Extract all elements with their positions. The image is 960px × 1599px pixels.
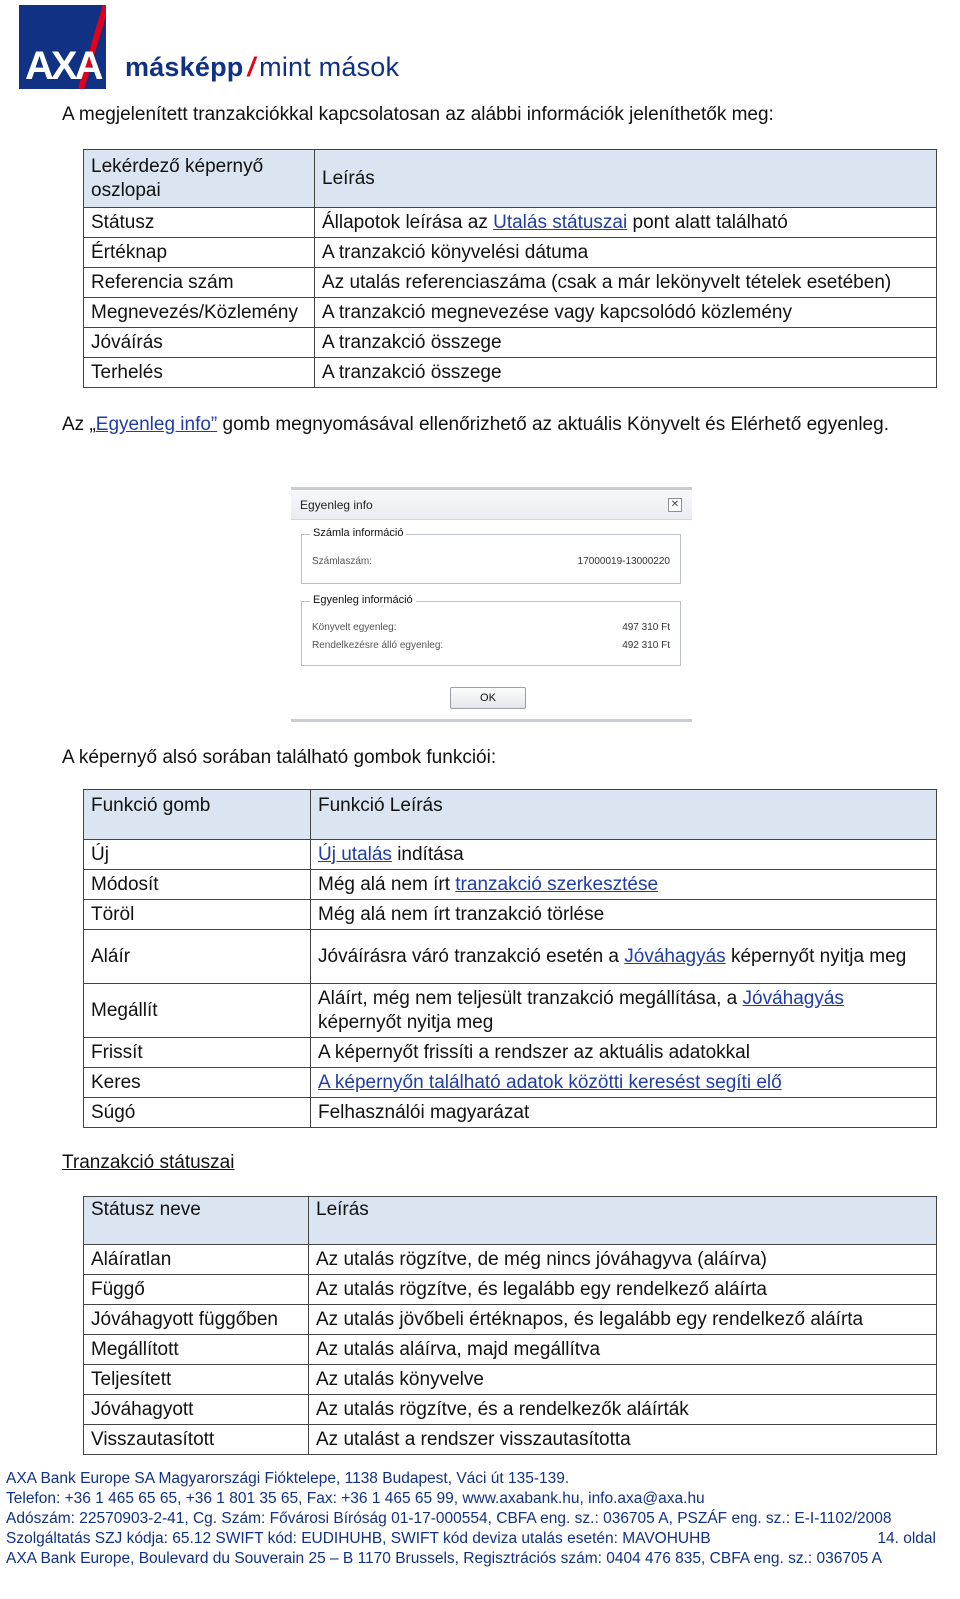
cell-desc: Az utalás rögzítve, és a rendelkezők aláírták (309, 1395, 937, 1425)
table-header-row (84, 150, 937, 208)
cell-desc: A képernyőt frissíti a rendszer az aktuális adatokkal (311, 1038, 937, 1068)
table-header-row (84, 790, 937, 840)
para-text: gomb megnyomásával ellenőrizhető az aktuális Könyvelt és Elérhető egyenleg. (217, 414, 889, 435)
ok-button[interactable]: OK (450, 687, 526, 709)
cell-key: Jóváírás (84, 328, 315, 358)
header-cell: Funkció gomb (84, 790, 311, 840)
cell-key: Jóváhagyott (84, 1395, 309, 1425)
booked-balance-label: Könyvelt egyenleg: (312, 622, 397, 633)
account-number-label: Számlaszám: (312, 556, 373, 567)
cell-key: Megnevezés/Közlemény (84, 298, 315, 328)
cell-text: Jóváírásra váró tranzakció esetén a (318, 945, 625, 967)
page-number: 14. oldal (877, 1530, 936, 1547)
tranzakcio-szerkesztese-link[interactable]: tranzakció szerkesztése (455, 873, 659, 895)
tagline-slash: / (247, 52, 256, 82)
account-info-legend: Számla információ (310, 527, 406, 539)
cell-desc (311, 1068, 937, 1098)
cell-key: Visszautasított (84, 1425, 309, 1455)
table-row (84, 1425, 937, 1455)
cell-key: Teljesített (84, 1365, 309, 1395)
table-row (84, 1305, 937, 1335)
cell-text: Állapotok leírása az (322, 211, 494, 233)
table-row (84, 358, 937, 388)
status-heading: Tranzakció státuszai (62, 1152, 235, 1173)
tagline-rest: mint mások (259, 52, 400, 82)
footer-line: Adószám: 22570903-2-41, Cg. Szám: Fővárosi Bíróság 01-17-000554, CBFA eng. sz.: 036705 A, PSZÁF eng. sz.: E-I-1102/2008 (6, 1510, 892, 1527)
account-info-group (301, 527, 681, 584)
columns-table (83, 149, 937, 388)
cell-text: képernyőt nyitja meg (318, 1011, 494, 1033)
table-row (84, 208, 937, 238)
svg-text:AXA: AXA (25, 44, 101, 88)
cell-text: képernyőt nyitja meg (725, 945, 907, 967)
cell-desc: A tranzakció megnevezése vagy kapcsolódó közlemény (315, 298, 937, 328)
table-row (84, 1245, 937, 1275)
header-cell: Leírás (309, 1197, 937, 1245)
table-row (84, 268, 937, 298)
cell-desc: Az utalás aláírva, majd megállítva (309, 1335, 937, 1365)
cell-key: Megállít (84, 984, 311, 1038)
table-row (84, 298, 937, 328)
cell-text: Aláírt, még nem teljesült tranzakció megállítása, a (318, 987, 743, 1009)
header-cell: Lekérdező képernyő oszlopai (84, 150, 315, 208)
cell-desc: Az utalást a rendszer visszautasította (309, 1425, 937, 1455)
para-text: Az „ (62, 414, 96, 435)
dialog-title: Egyenleg info (291, 490, 692, 520)
close-icon[interactable]: ✕ (668, 498, 682, 512)
cell-key: Új (84, 840, 311, 870)
cell-desc: A tranzakció összege (315, 328, 937, 358)
tagline (125, 52, 399, 83)
buttons-table (83, 789, 937, 1128)
cell-key: Jóváhagyott függőben (84, 1305, 309, 1335)
cell-desc: Az utalás könyvelve (309, 1365, 937, 1395)
cell-desc: Még alá nem írt tranzakció törlése (311, 900, 937, 930)
cell-desc: Az utalás referenciaszáma (csak a már lekönyvelt tételek esetében) (315, 268, 937, 298)
utalas-statuszai-link[interactable]: Utalás státuszai (493, 211, 628, 233)
cell-key: Függő (84, 1275, 309, 1305)
balance-info-group (301, 594, 681, 666)
cell-desc (315, 208, 937, 238)
footer-line: AXA Bank Europe SA Magyarországi Fióktelepe, 1138 Budapest, Váci út 135-139. (6, 1470, 570, 1487)
buttons-section-label: A képernyő alsó sorában található gombok funkciói: (62, 747, 497, 768)
footer-line (6, 1529, 936, 1549)
egyenleg-paragraph (62, 412, 924, 438)
table-row (84, 1395, 937, 1425)
cell-key: Értéknap (84, 238, 315, 268)
cell-desc (311, 870, 937, 900)
cell-desc: A tranzakció könyvelési dátuma (315, 238, 937, 268)
cell-key: Státusz (84, 208, 315, 238)
available-balance-label: Rendelkezésre álló egyenleg: (312, 640, 444, 651)
balance-info-legend: Egyenleg információ (310, 594, 416, 606)
table-row (84, 328, 937, 358)
footer-line: AXA Bank Europe, Boulevard du Souverain 25 – B 1170 Brussels, Regisztrációs szám: 0404 476 835, CBFA eng. sz.: 036705 A (6, 1550, 882, 1567)
table-row (84, 900, 937, 930)
status-table (83, 1196, 937, 1455)
cell-key: Keres (84, 1068, 311, 1098)
cell-text: Még alá nem írt (318, 873, 456, 895)
footer-text: Szolgáltatás SZJ kódja: 65.12 SWIFT kód: EUDIHUHB, SWIFT kód deviza utalás esetén: MAVOHUHB (6, 1530, 711, 1547)
table-row (84, 930, 937, 984)
cell-key: Referencia szám (84, 268, 315, 298)
axa-logo (19, 5, 106, 89)
footer (6, 1469, 936, 1569)
table-row (84, 1365, 937, 1395)
cell-key: Aláíratlan (84, 1245, 309, 1275)
cell-key: Aláír (84, 930, 311, 984)
account-number-value: 17000019-13000220 (577, 556, 670, 567)
table-row (84, 1335, 937, 1365)
cell-desc: Felhasználói magyarázat (311, 1098, 937, 1128)
cell-desc (311, 984, 937, 1038)
booked-balance-value: 497 310 Ft (622, 622, 670, 633)
egyenleg-info-link[interactable]: Egyenleg info” (95, 414, 218, 435)
cell-key: Frissít (84, 1038, 311, 1068)
tagline-bold: másképp (125, 52, 244, 82)
cell-desc: Az utalás rögzítve, de még nincs jóváhagyva (aláírva) (309, 1245, 937, 1275)
cell-desc: A tranzakció összege (315, 358, 937, 388)
table-row (84, 238, 937, 268)
header-cell: Leírás (315, 150, 937, 208)
table-row (84, 1068, 937, 1098)
table-header-row (84, 1197, 937, 1245)
table-row (84, 1098, 937, 1128)
table-row (84, 1275, 937, 1305)
cell-text: pont alatt található (627, 211, 788, 233)
cell-key: Töröl (84, 900, 311, 930)
cell-key: Terhelés (84, 358, 315, 388)
available-balance-value: 492 310 Ft (622, 640, 670, 651)
cell-desc (311, 930, 937, 984)
cell-desc (311, 840, 937, 870)
jovahagyas-link[interactable]: Jóváhagyás (624, 945, 726, 967)
cell-desc: Az utalás rögzítve, és legalább egy rendelkező aláírta (309, 1275, 937, 1305)
cell-desc: Az utalás jövőbeli értéknapos, és legalább egy rendelkező aláírta (309, 1305, 937, 1335)
table-row (84, 984, 937, 1038)
header-cell: Státusz neve (84, 1197, 309, 1245)
footer-line: Telefon: +36 1 465 65 65, +36 1 801 35 65, Fax: +36 1 465 65 99, www.axabank.hu, info.axa@axa.hu (6, 1490, 705, 1507)
uj-utalas-link[interactable]: Új utalás (318, 843, 392, 865)
jovahagyas-link[interactable]: Jóváhagyás (742, 987, 844, 1009)
cell-key: Megállított (84, 1335, 309, 1365)
table-row (84, 870, 937, 900)
cell-text: indítása (391, 843, 464, 865)
header-cell: Funkció Leírás (311, 790, 937, 840)
kereses-link[interactable]: A képernyőn található adatok közötti keresést segíti elő (318, 1071, 782, 1093)
cell-key: Módosít (84, 870, 311, 900)
cell-key: Súgó (84, 1098, 311, 1128)
egyenleg-info-dialog (291, 487, 692, 722)
intro-text: A megjelenített tranzakciókkal kapcsolatosan az alábbi információk jeleníthetők meg: (62, 104, 774, 125)
table-row (84, 1038, 937, 1068)
table-row (84, 840, 937, 870)
